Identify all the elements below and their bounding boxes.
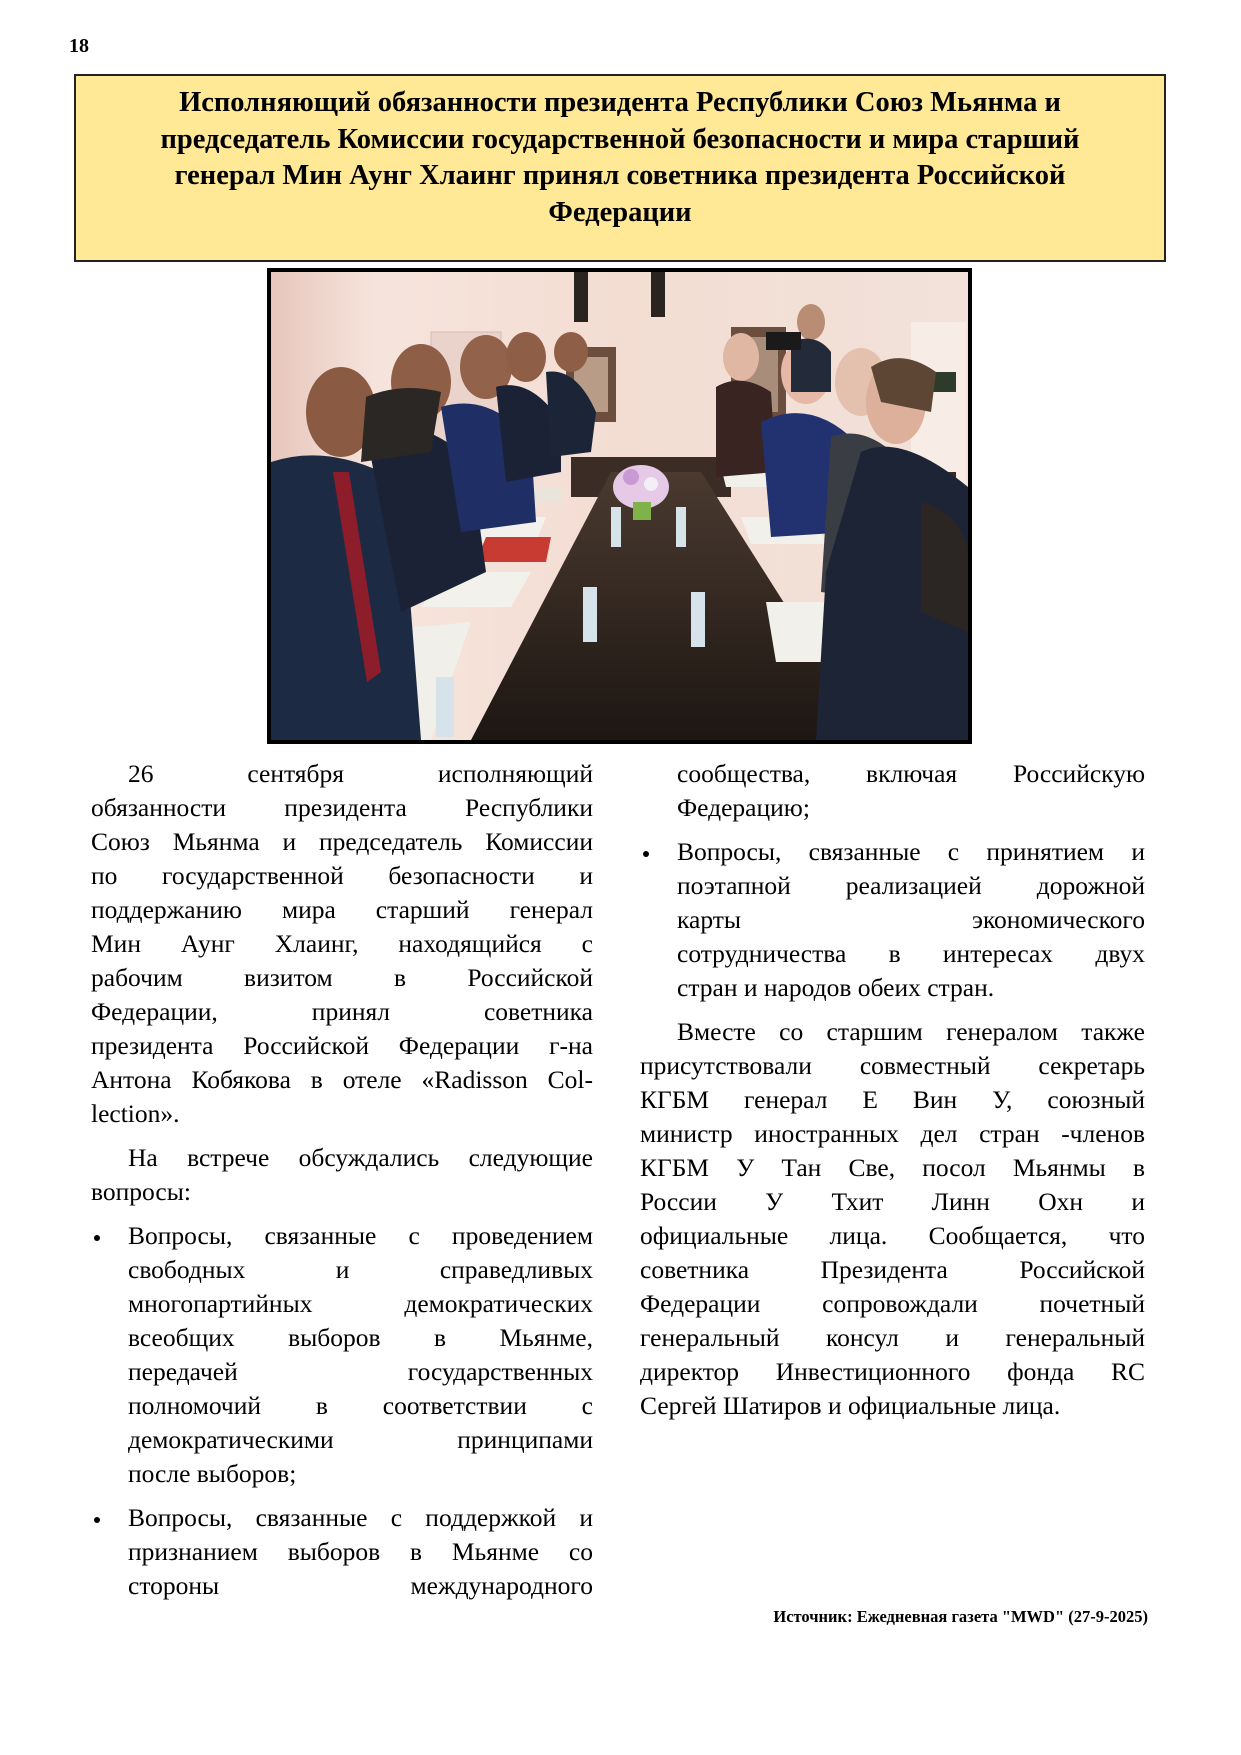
headline-line: Федерации [548,196,692,228]
bullet-icon [92,1219,112,1253]
text-line: министр иностранных дел стран -членов [640,1119,1145,1148]
text-line: официальные лица. Сообщается, что [640,1221,1145,1250]
headline-line: генерал Мин Аунг Хлаинг принял советника президента Российской [174,160,1066,191]
text-line: Вопросы, связанные с проведением [128,1221,593,1250]
text-line: Мин Аунг Хлаинг, находящийся с [91,929,593,958]
text-line: полномочий в соответствии с [128,1391,593,1420]
text-line: генеральный консул и генеральный [640,1323,1145,1352]
text-line: поэтапной реализацией дорожной [677,871,1145,900]
text-line: присутствовали совместный секретарь [640,1051,1145,1080]
text-line: после выборов; [128,1459,297,1488]
text-line: карты экономического [677,905,1145,934]
page-number: 18 [69,35,89,57]
headline-line: председатель Комиссии государственной безопасности и мира старший [160,123,1080,155]
bullet-icon [92,1501,112,1535]
closing-paragraph [640,1015,1145,1423]
text-line: всеобщих выборов в Мьянме, [128,1323,593,1352]
text-line: сообщества, включая Российскую [677,759,1145,788]
text-line: вопросы: [91,1177,191,1206]
text-line: по государственной безопасности и [91,861,593,890]
bullet-item-recognition-continued [640,757,1145,825]
bullet-item-roadmap [640,835,1145,1005]
right-column [640,757,1145,1433]
text-line: свободных и справедливых [128,1255,593,1284]
text-line: Вопросы, связанные с принятием и [677,837,1145,866]
headline [76,76,1164,231]
intro-paragraph [91,757,593,1131]
text-line: 26 сентября исполняющий [128,759,593,788]
text-line: президента Российской Федерации г-на [91,1031,593,1060]
text-line: Федерации, принял советника [91,997,593,1026]
bullet-item-elections [91,1219,593,1491]
headline-line: Исполняющий обязанности президента Республики Союз Мьянма и [179,87,1061,118]
text-line: Федерации сопровождали почетный [640,1289,1145,1318]
text-line: Союз Мьянма и председатель Комиссии [91,827,593,856]
headline-box [74,74,1166,262]
text-line: Вместе со старшим генералом также [677,1017,1145,1046]
bullet-icon [641,835,661,869]
text-line: КГБМ генерал Е Вин У, союзный [640,1085,1145,1114]
text-line: стороны международного [128,1571,593,1600]
left-column [91,757,593,1613]
text-line: сотрудничества в интересах двух [677,939,1145,968]
text-line: Сергей Шатиров и официальные лица. [640,1391,1061,1420]
text-line: стран и народов обеих стран. [677,973,995,1002]
meeting-photo [267,268,972,744]
text-line: рабочим визитом в Российской [91,963,593,992]
meeting-photo-illustration [271,272,968,740]
text-line: На встрече обсуждались следующие [128,1143,593,1172]
text-line: Федерацию; [677,793,810,822]
source-citation: Источник: Ежедневная газета "MWD" (27-9-2025) [773,1607,1148,1626]
text-line: обязанности президента Республики [91,793,593,822]
text-line: Антона Кобякова в отеле «Radisson Col- [91,1065,593,1094]
discussion-intro-paragraph [91,1141,593,1209]
text-line: поддержанию мира старший генерал [91,895,593,924]
text-line: демократическими принципами [128,1425,593,1454]
text-line: Вопросы, связанные с поддержкой и [128,1503,593,1532]
text-line: передачей государственных [128,1357,593,1386]
text-line: lection». [91,1099,180,1128]
text-line: советника Президента Российской [640,1255,1145,1284]
bullet-item-recognition [91,1501,593,1603]
text-line: многопартийных демократических [128,1289,593,1318]
text-line: России У Тхит Линн Охн и [640,1187,1145,1216]
text-line: КГБМ У Тан Све, посол Мьянмы в [640,1153,1145,1182]
text-line: директор Инвестиционного фонда RC [640,1357,1145,1386]
text-line: признанием выборов в Мьянме со [128,1537,593,1566]
